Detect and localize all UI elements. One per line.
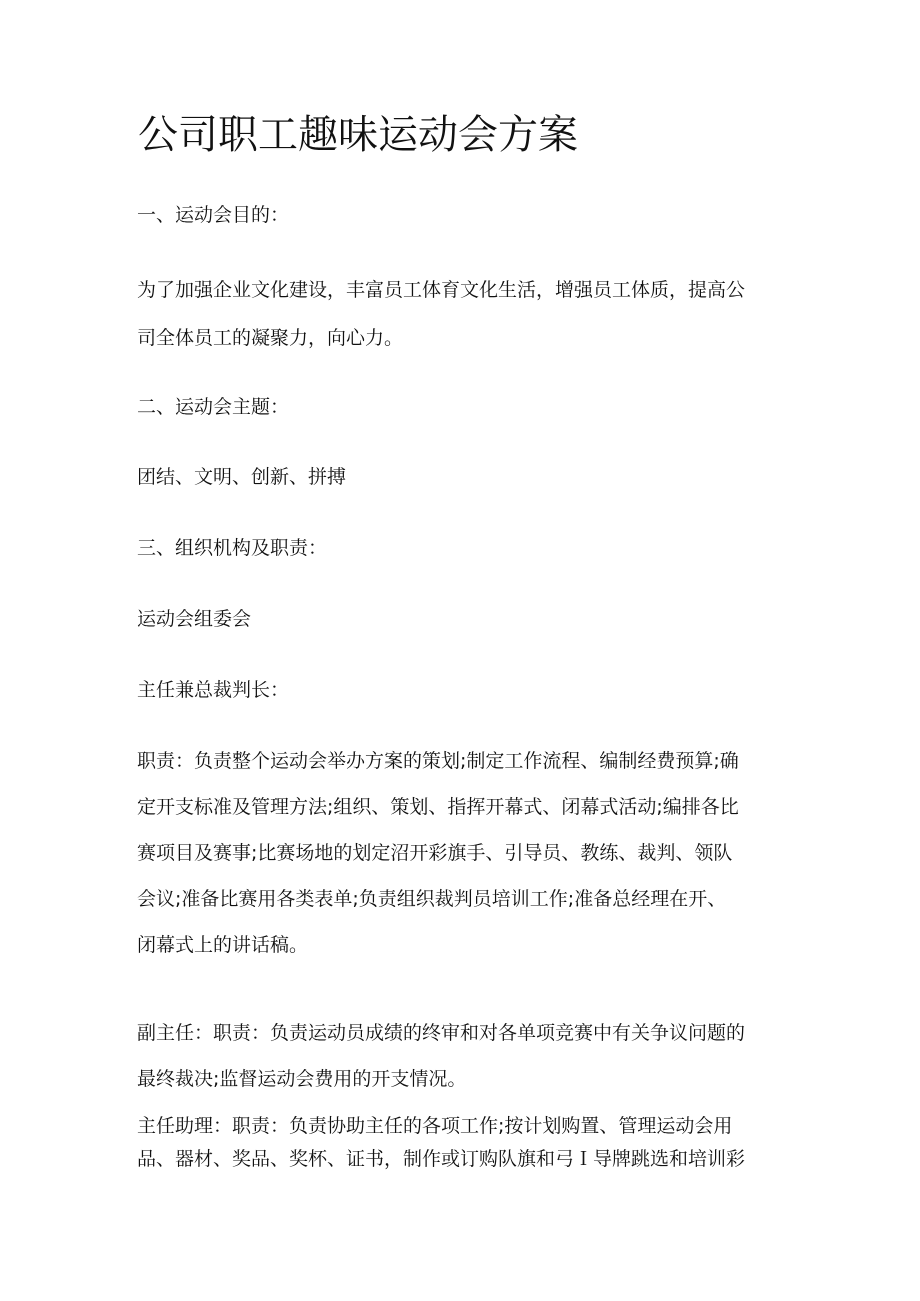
assistant-duty-paragraph	[137, 1110, 782, 1176]
paragraph-line: 闭幕式上的讲话稿。	[137, 934, 309, 956]
paragraph-line: 主任助理：职责：负责协助主任的各项工作;按计划购置、管理运动会用	[137, 1115, 733, 1137]
paragraph-line: 副主任：职责：负责运动员成绩的终审和对各单项竞赛中有关争议问题的	[137, 1022, 746, 1044]
document-title: 公司职工趣味运动会方案	[138, 112, 578, 158]
section-1-heading: 一、运动会目的：	[137, 204, 290, 226]
paragraph-line: 品、器材、奖品、奖杯、证书，制作或订购队旗和弓Ｉ导牌跳选和培训彩	[137, 1148, 746, 1170]
paragraph-line: 为了加强企业文化建设，丰富员工体育文化生活，增强员工体质，提高公	[137, 279, 746, 301]
section-3-heading: 三、组织机构及职责：	[137, 537, 328, 559]
section-1-paragraph	[137, 266, 782, 362]
director-duty-paragraph	[137, 738, 782, 968]
paragraph-line: 司全体员工的凝聚力，向心力。	[137, 327, 404, 349]
paragraph-line: 职责：负责整个运动会举办方案的策划;制定工作流程、编制经费预算;确	[137, 750, 739, 772]
paragraph-line: 定开支标准及管理方法;组织、策划、指挥开幕式、闭幕式活动;编排各比	[137, 796, 739, 818]
paragraph-line: 会议;准备比赛用各类表单;负责组织裁判员培训工作;准备总经理在开、	[137, 888, 727, 910]
paragraph-line: 赛项目及赛事;比赛场地的划定沼开彩旗手、引导员、教练、裁判、领队	[137, 842, 733, 864]
director-label: 主任兼总裁判长：	[137, 679, 290, 701]
committee-label: 运动会组委会	[137, 608, 252, 630]
section-2-heading: 二、运动会主题：	[137, 396, 290, 418]
deputy-duty-paragraph	[137, 1010, 782, 1102]
paragraph-line: 最终裁决;监督运动会费用的开支情况。	[137, 1068, 467, 1090]
section-2-paragraph: 团结、文明、创新、拼搏	[137, 466, 347, 488]
